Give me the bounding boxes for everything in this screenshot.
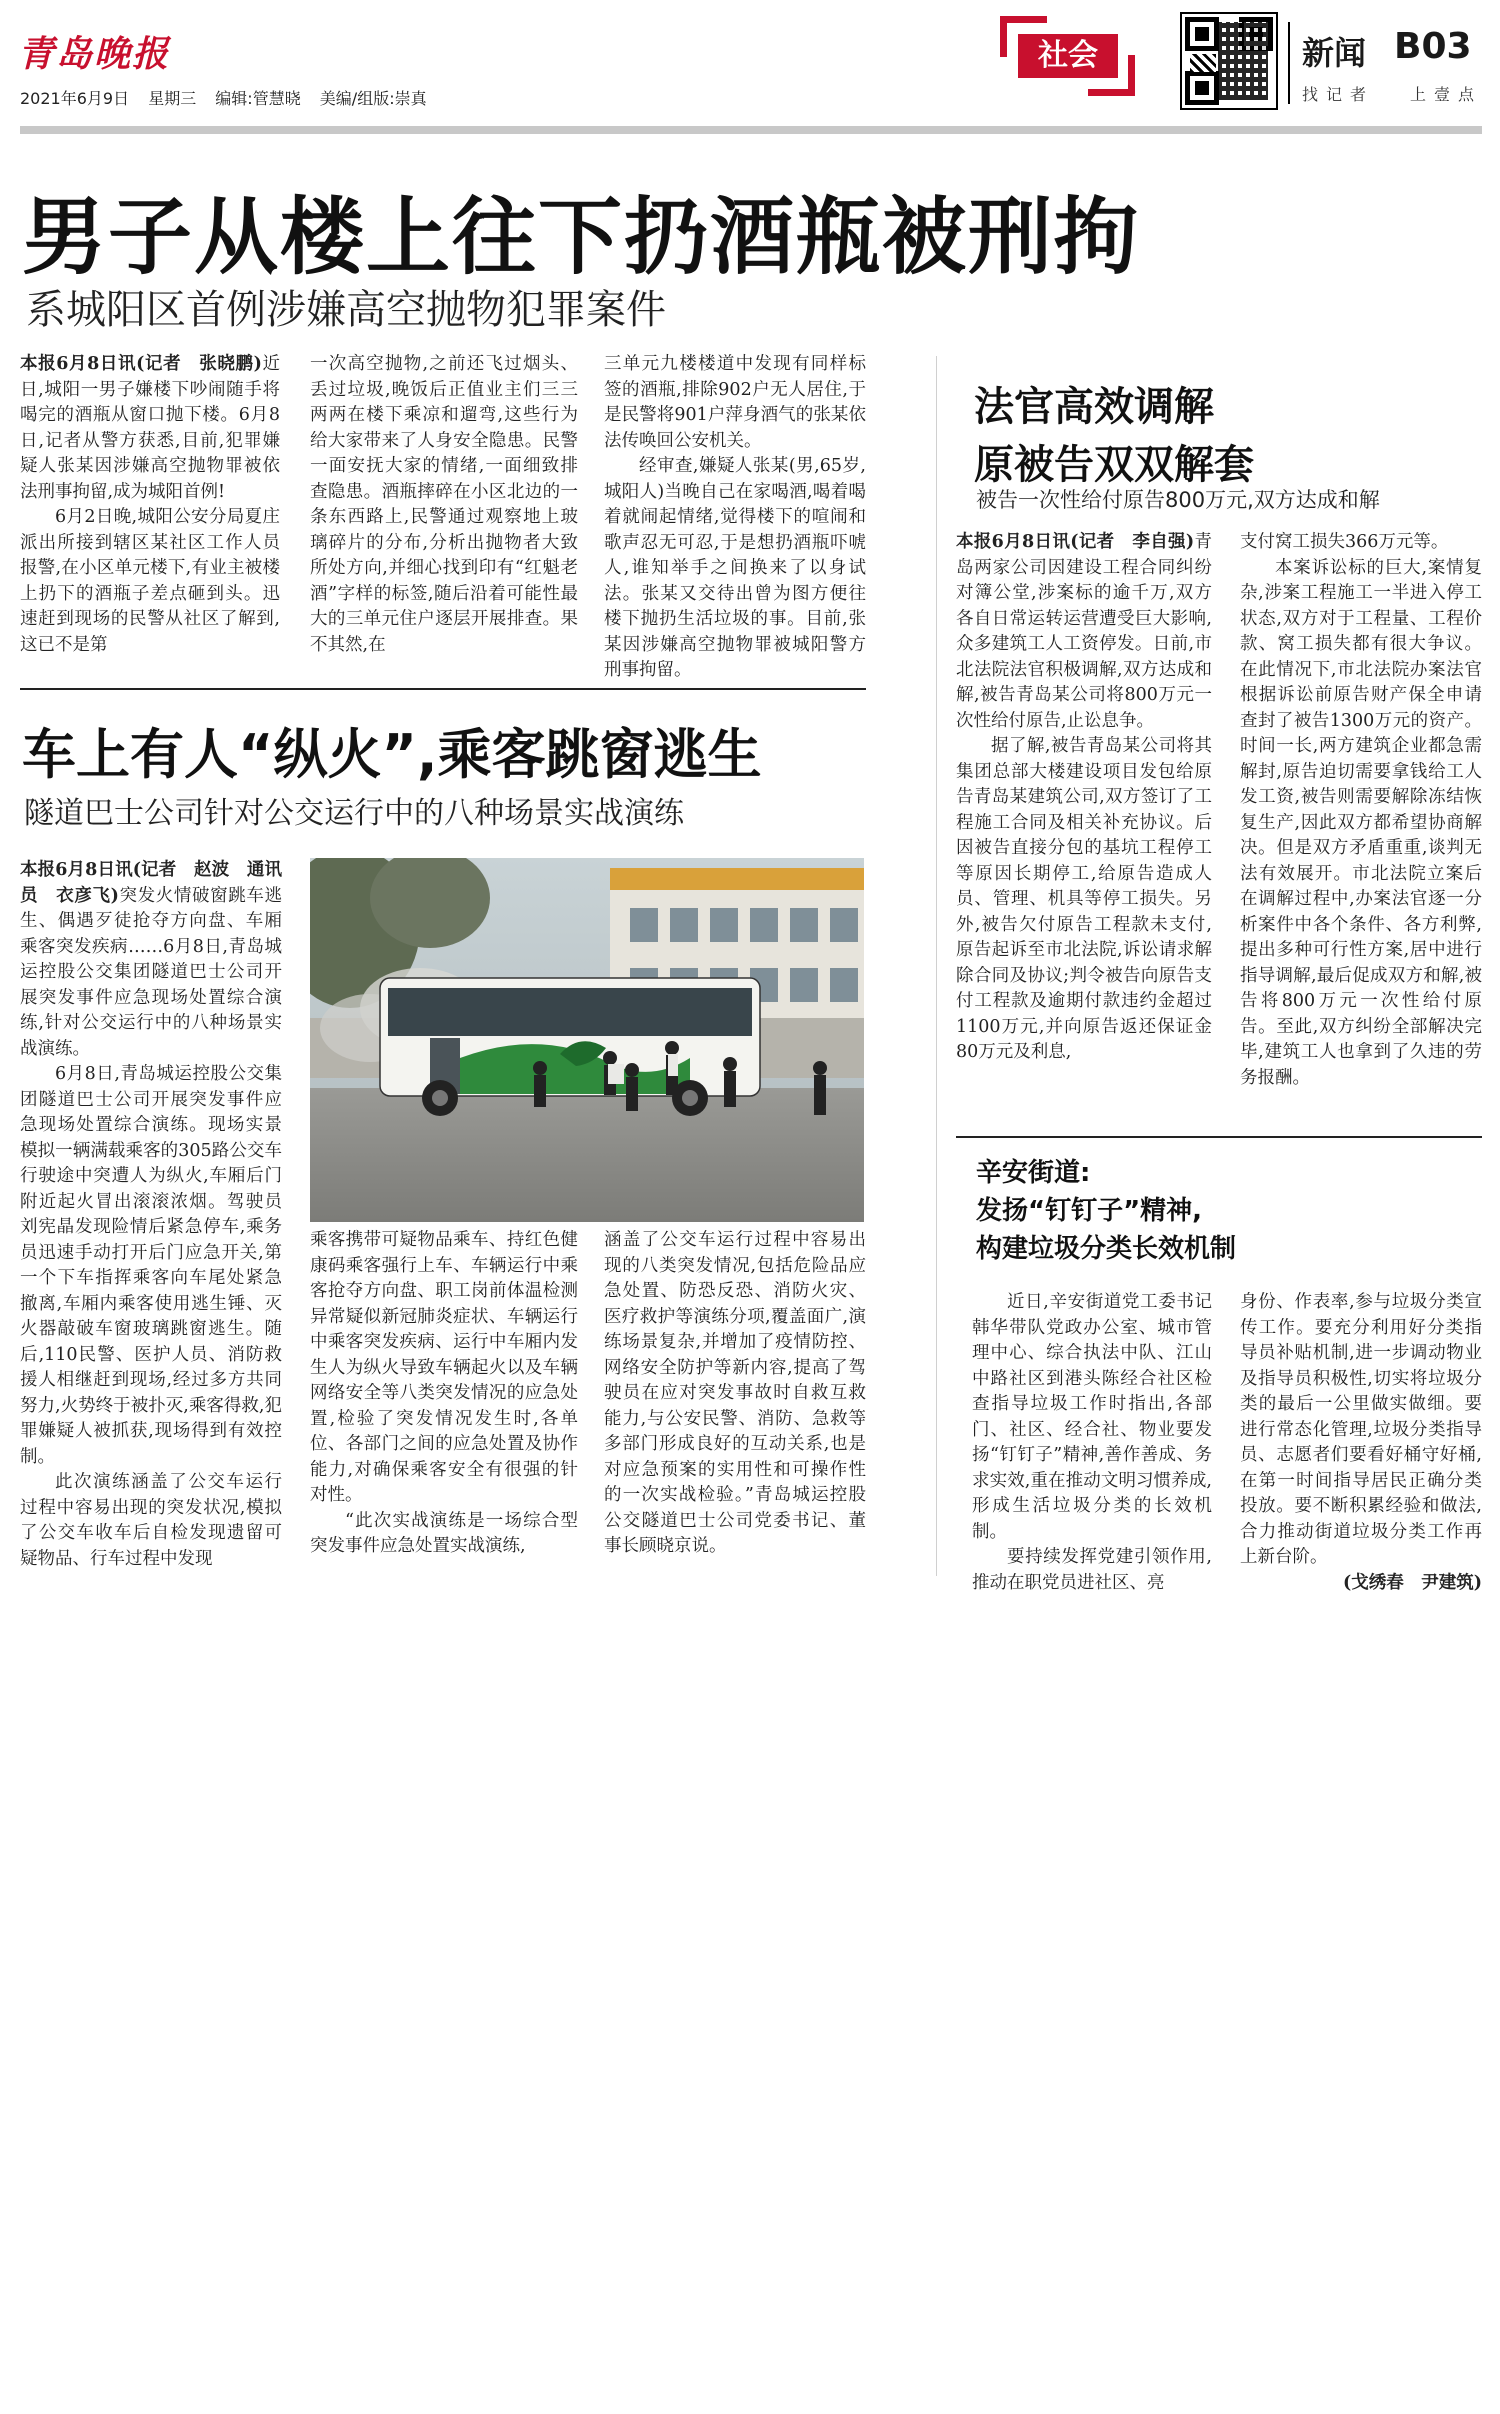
issue-weekday: 星期三 — [148, 89, 197, 108]
story4-headline-line: 辛安街道: — [976, 1158, 1091, 1188]
story1-paragraph: 经审查,嫌疑人张某(男,65岁,城阳人)当晚自己在家喝酒,喝着喝着就闹起情绪,觉得楼下的喧闹和歌声忍无可忍,于是想扔酒瓶吓唬人,谁知举手之间换来了以身试法。张某又交待出曾为图方便往楼下抛扔生活垃圾的事。目前,张某因涉嫌高空抛物罪被城阳警方刑事拘留。 — [604, 456, 866, 680]
editor-credit: 编辑:管慧晓 — [215, 89, 301, 108]
story3-paragraph: 突发火情破窗跳车逃生、偶遇歹徒抢夺方向盘、车厢乘客突发疾病……6月8日,青岛城运控股公交集团隧道巴士公司开展突发事件应急现场处置综合演练,针对公交运行中的八种场景实战演练。 — [20, 885, 283, 1059]
story2-column-2 — [1240, 530, 1482, 1091]
story2-headline-line: 原被告双双解套 — [974, 442, 1254, 488]
story1-paragraph: 6月2日晚,城阳公安分局夏庄派出所接到辖区某社区工作人员报警,在小区单元楼下,有业主被楼上扔下的酒瓶子差点砸到头。迅速赶到现场的民警从社区了解到,这已不是第 — [20, 507, 280, 655]
story3-column-1 — [20, 858, 282, 1572]
story1-paragraph: 一次高空抛物,之前还飞过烟头、丢过垃圾,晚饭后正值业主们三三两两在楼下乘凉和遛弯,这些行为给大家带来了人身安全隐患。民警一面安抚大家的情绪,一面细致排查隐患。酒瓶摔碎在小区北边的一条东西路上,民警通过观察地上玻璃碎片的分布,分析出抛物者大致所处方向,并细心找到印有“红魁老酒”字样的标签,随后沿着可能性最大的三单元住户逐层开展排查。果不其然,在 — [310, 354, 578, 655]
story3-headline: 车上有人“纵火”,乘客跳窗逃生 — [22, 723, 762, 786]
story4-paragraph: 要持续发挥党建引领作用,推动在职党员进社区、亮 — [972, 1547, 1212, 1593]
story2-subheadline: 被告一次性给付原告800万元,双方达成和解 — [976, 488, 1380, 512]
section-label-box — [1000, 16, 1135, 96]
story1-subheadline: 系城阳区首例涉嫌高空抛物犯罪案件 — [26, 287, 666, 333]
story1-byline: 本报6月8日讯(记者 张晓鹏) — [20, 354, 262, 374]
bus-drill-illustration — [310, 858, 864, 1222]
story4-paragraph: 近日,辛安街道党工委书记韩华带队党政办公室、城市管理中心、综合执法中队、江山中路社区到港头陈经合社区检查指导垃圾工作时指出,各部门、社区、经合社、物业要发扬“钉钉子”精神,善作善成、务求实效,重在推动文明习惯养成,形成生活垃圾分类的长效机制。 — [972, 1292, 1212, 1542]
story3-paragraph: 6月8日,青岛城运控股公交集团隧道巴士公司开展突发事件应急现场处置综合演练。现场实景模拟一辆满载乘客的305路公交车行驶途中突遭人为纵火,车厢后门附近起火冒出滚滚浓烟。驾驶员刘宪晶发现险情后紧急停车,乘务员迅速手动打开后门应急开关,第一个下车指挥乘客向车尾处紧急撤离,车厢内乘客使用逃生锤、灭火器敲破车窗玻璃跳窗逃生。随后,110民警、医护人员、消防救援人相继赶到现场,经过多方共同努力,火势终于被扑灭,乘客得救,犯罪嫌疑人被抓获,现场得到有效控制。 — [20, 1064, 282, 1467]
section-divider — [956, 1136, 1482, 1138]
qr-modules — [1190, 54, 1216, 72]
story3-paragraph: 乘客携带可疑物品乘车、持红色健康码乘客强行上车、车辆运行中乘客抢夺方向盘、职工岗前体温检测异常疑似新冠肺炎症状、车辆运行中乘客突发疾病、运行中车厢内发生人为纵火导致车辆起火以及车辆网络安全等八类突发情况的应急处置,检验了突发情况发生时,各单位、各部门之间的应急处置及协作能力,对确保乘客安全有很强的针对性。 — [310, 1230, 578, 1505]
qr-code-icon[interactable] — [1180, 12, 1278, 110]
newspaper-logo: 青岛晚报 — [18, 33, 171, 75]
story4-byline: (戈绣春 尹建筑) — [1342, 1572, 1482, 1593]
story4-paragraph: 身份、作表率,参与垃圾分类宣传工作。要充分利用好分类指导员补贴机制,进一步调动物业及指导员积极性,切实将垃圾分类的最后一公里做实做细。要进行常态化管理,垃圾分类指导员、志愿者们要看好桶守好桶,在第一时间指导居民正确分类投放。要不断积累经验和做法,合力推动街道垃圾分类工作再上新台阶。 — [1240, 1292, 1482, 1567]
qr-modules — [1218, 22, 1268, 100]
story4-headline-line: 发扬“钉钉子”精神, — [976, 1196, 1203, 1226]
story2-column-1 — [956, 530, 1212, 1066]
story3-byline: 本报6月8日讯(记者 赵波 通讯员 衣彦飞) — [20, 860, 282, 906]
dateline — [20, 86, 427, 109]
story2-paragraph: 青岛两家公司因建设工程合同纠纷对簿公堂,涉案标的逾千万,双方各自日常运转运营遭受巨大影响,众多建筑工人工资停发。日前,市北法院法官积极调解,双方达成和解,被告青岛某公司将800万元一次性给付原告,止讼息争。 — [956, 532, 1212, 731]
story1-column-3 — [604, 352, 866, 684]
story3-subheadline: 隧道巴士公司针对公交运行中的八种场景实战演练 — [24, 796, 684, 831]
story1-column-2 — [310, 352, 578, 658]
bus-drill-photo — [310, 858, 864, 1222]
story4-headline — [976, 1154, 1236, 1268]
column-separator — [936, 356, 937, 1576]
story3-paragraph: 涵盖了公交车运行过程中容易出现的八类突发情况,包括危险品应急处置、防恐反恐、消防火灾、医疗救护等演练分项,覆盖面广,演练场景复杂,并增加了疫情防控、网络安全防护等新内容,提高了驾驶员在应对突发事故时自救互救能力,与公安民警、消防、急救等多部门形成良好的互动关系,也是对应急预案的实用性和可操作性的一次实战检验。”青岛城运控股公交隧道巴士公司党委书记、董事长顾晓京说。 — [604, 1230, 866, 1556]
story3-column-3 — [604, 1228, 866, 1560]
story4-headline-line: 构建垃圾分类长效机制 — [976, 1234, 1237, 1264]
qr-finder — [1185, 71, 1219, 105]
story4-column-1 — [972, 1290, 1212, 1596]
slogan-right: 上壹点 — [1410, 85, 1483, 104]
story1-paragraph: 三单元九楼楼道中发现有同样标签的酒瓶,排除902户无人居住,于是民警将901户萍身酒气的张某依法传唤回公安机关。 — [604, 354, 866, 451]
story4-column-2 — [1240, 1290, 1482, 1596]
slogan-left: 找记者 — [1302, 85, 1375, 104]
story2-byline: 本报6月8日讯(记者 李自强) — [956, 532, 1195, 552]
masthead-divider — [1288, 22, 1290, 104]
story1-column-1 — [20, 352, 280, 658]
qr-finder — [1185, 17, 1219, 51]
story2-paragraph: 本案诉讼标的巨大,案情复杂,涉案工程施工一半进入停工状态,双方对于工程量、工程价款、窝工损失都有很大争议。在此情况下,市北法院办案法官根据诉讼前原告财产保全申请查封了被告1300万元的资产。时间一长,两方建筑企业都急需解封,原告迫切需要拿钱给工人发工资,被告则需要解除冻结恢复生产,因此双方都希望协商解决。但是双方矛盾重重,谈判无法有效展开。市北法院立案后在调解过程中,办案法官逐一分析案件中各个条件、各方利弊,提出多种可行性方案,居中进行指导调解,最后促成双方和解,被告将800万元一次性给付原告。至此,双方纠纷全部解决完毕,建筑工人也拿到了久违的劳务报酬。 — [1240, 557, 1482, 1088]
story3-column-2 — [310, 1228, 578, 1560]
story3-paragraph: “此次实战演练是一场综合型突发事件应急处置实战演练, — [310, 1510, 578, 1556]
story2-headline-line: 法官高效调解 — [974, 384, 1214, 430]
page-category: 新闻 — [1302, 34, 1367, 72]
story2-headline — [974, 378, 1254, 494]
story3-paragraph: 此次演练涵盖了公交车运行过程中容易出现的突发状况,模拟了公交车收车后自检发现遗留可疑物品、行车过程中发现 — [20, 1472, 282, 1569]
story1-paragraph: 近日,城阳一男子嫌楼下吵闹随手将喝完的酒瓶从窗口抛下楼。6月8日,记者从警方获悉,目前,犯罪嫌疑人张某因涉嫌高空抛物罪被依法刑事拘留,成为城阳首例! — [20, 354, 280, 502]
design-credit: 美编/组版:崇真 — [319, 89, 427, 108]
section-label: 社会 — [1018, 34, 1118, 78]
story2-paragraph: 据了解,被告青岛某公司将其集团总部大楼建设项目发包给原告青岛某建筑公司,双方签订了工程施工合同及相关补充协议。后因被告直接分包的基坑工程停工等原因长期停工,给原告造成人员、管理、机具等停工损失。另外,被告欠付原告工程款未支付,原告起诉至市北法院,诉讼请求解除合同及协议;判令被告向原告支付工程款及逾期付款违约金超过1100万元,并向原告返还保证金80万元及利息, — [956, 736, 1212, 1062]
story1-headline: 男子从楼上往下扔酒瓶被刑拘 — [22, 188, 1141, 286]
issue-date: 2021年6月9日 — [20, 89, 130, 108]
page-number: B03 — [1394, 26, 1472, 67]
section-divider — [20, 688, 866, 690]
story2-paragraph: 支付窝工损失366万元等。 — [1240, 532, 1449, 552]
masthead-rule — [20, 126, 1482, 134]
